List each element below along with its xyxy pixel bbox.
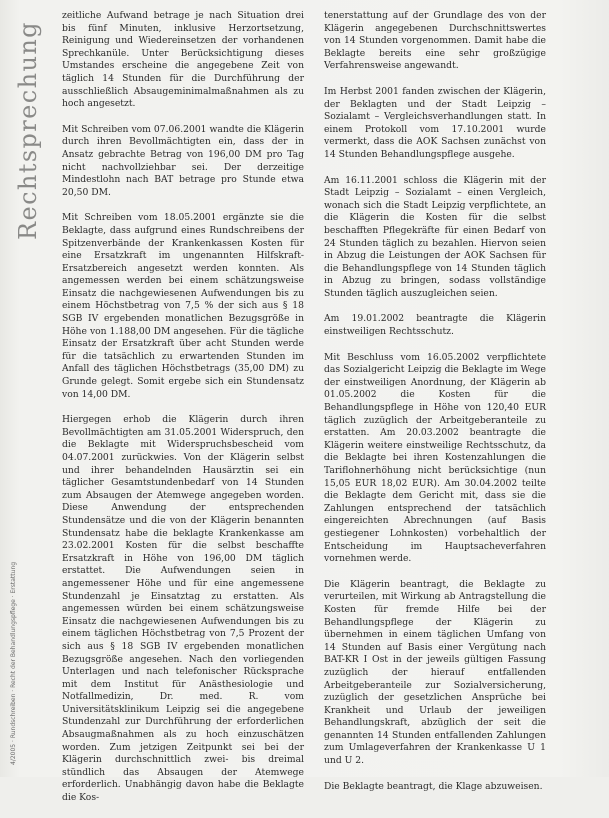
page-edge-shadow [559, 0, 609, 777]
right-paragraph-7: Die Beklagte beantragt, die Klage abzuweisen. [324, 780, 543, 792]
right-paragraph-4: Am 19.01.2002 beantragte die Klägerin einstweiligen Rechtsschutz. [324, 313, 546, 338]
right-paragraph-6: Die Klägerin beantragt, die Beklagte zu verurteilen, mit Wirkung ab Antragstellung die Kosten für fremde Hilfe bei der Behandlungspflege der Klägerin zu übernehmen in einem täglichen Umfang von 14 Stunden auf Basis einer Vergütung nach BAT-KR I Ost in der jeweils gültigen Fassung zuzüglich der hierauf entfallenden Arbeitgeberanteile zur Sozialversicherung, zuzüglich der gesetzlichen Ansprüche bei Krankheit und Urlaub der jeweiligen Behandlungskraft, abzüglich der seit die genannten 14 Stunden entfallenden Zahlungen zum Umlageverfahren der Krankenkasse U 1 und U 2. [324, 578, 546, 767]
right-paragraph-2: Im Herbst 2001 fanden zwischen der Klägerin, der Beklagten und der Stadt Leipzig – Sozialamt – Vergleichsverhandlungen statt. In einem Protokoll vom 17.10.2001 wurde vermerkt, dass die AOK Sachsen zunächst von 14 Stunden Behandlungspflege ausgehe. [324, 85, 546, 160]
left-paragraph-4: Hiergegen erhob die Klägerin durch ihren Bevollmächtigten am 31.05.2001 Widerspruch, den die Beklagte mit Widerspruchsbescheid vom 04.07.2001 zurückwies. Von der Klägerin selbst und ihrer behandelnden Hausärztin sei ein täglicher Gesamtstundenbedarf von 14 Stunden zum Absaugen der Atemwege angegeben worden. Diese Anwendung der entsprechenden Stundensätze und die von der Klägerin benannten Stundensatz habe die beklagte Krankenkasse am 23.02.2001 Kosten für die selbst beschaffte Ersatzkraft in Höhe von 196,00 DM täglich erstattet. Die Aufwendungen seien in angemessener Höhe und für eine angemessene Stundenzahl je Einsatztag zu erstatten. Als angemessen würden bei einem schätzungsweise Einsatz die nachgewiesenen Aufwendungen bis zu einem täglichen Höchstbetrag von 7,5 Prozent der sich aus § 18 SGB IV ergebenden monatlichen Bezugsgröße angesehen. Nach den vorliegenden Unterlagen und nach telefonischer Rücksprache mit dem Institut für Anästhesiologie und Notfallmedizin, Dr. med. R. vom Universitätsklinikum Leipzig sei die angegebene Stundenzahl zur Durchführung der erforderlichen Absaugmaßnahmen als zu hoch einzuschätzen worden. Zum jetzigen Zeitpunkt sei bei der Klägerin durchschnittlich zwei- bis dreimal stündlich das Absaugen der Atemwege erforderlich. Unabhängig davon habe die Beklagte die Kos- [62, 414, 304, 804]
right-paragraph-3: Am 16.11.2001 schloss die Klägerin mit der Stadt Leipzig – Sozialamt – einen Vergleich, wonach sich die Stadt Leipzig verpflichtete, an die Klägerin die Kosten für die selbst beschafften Pflegekräfte für einen Bedarf von 24 Stunden täglich zu bezahlen. Hiervon seien in Abzug die Leistungen der AOK Sachsen für die Behandlungspflege von 14 Stunden täglich in Abzug zu bringen, sodass vollständige Stunden täglich auszugleichen seien. [324, 174, 546, 299]
left-paragraph-1: zeitliche Aufwand betrage je nach Situation drei bis fünf Minuten, inklusive Herzortsetzung, Reinigung und Wiedereinsetzen der vorhandenen Sprechkanüle. Unter Berücksichtigung dieses Umstandes erscheine die angegebene Zeit von täglich 14 Stunden für die Durchführung der ausschließlich Absaugeminimalmaßnahmen als zu hoch angesetzt. [62, 10, 304, 110]
left-paragraph-3: Mit Schreiben vom 18.05.2001 ergänzte sie die Beklagte, dass aufgrund eines Rundschreibens der Spitzenverbände der Krankenkassen Kosten für eine Ersatzkraft im ungenannten Hilfskraft-Ersatzbereich angesetzt werden konnten. Als angemessen werden bei einem schätzungsweise Einsatz die nachgewiesenen Aufwendungen bis zu einem Höchstbetrag von 7,5 % der sich aus § 18 SGB IV ergebenden monatlichen Bezugsgröße in Höhe von 1.188,00 DM angesehen. Für die tägliche Einsatz der Ersatzkraft über acht Stunden werde für die tatsächlich zu erwartenden Stunden im Anfall des täglichen Höchstbetrags (35,00 DM) zu Grunde gelegt. Somit ergebe sich ein Stundensatz von 14,00 DM. [62, 212, 304, 400]
right-paragraph-1: tenerstattung auf der Grundlage des von der Klägerin angegebenen Durchschnittswertes von 14 Stunden vorgenommen. Damit habe die Beklagte bereits eine sehr großzügige Verfahrensweise angewandt. [324, 10, 546, 72]
right-paragraph-5: Mit Beschluss vom 16.05.2002 verpflichtete das Sozialgericht Leipzig die Beklagte im Wege der einstweiligen Anordnung, der Klägerin ab 01.05.2002 die Kosten für die Behandlungspflege in Höhe von 120,40 EUR täglich zuzüglich der Arbeitgeberanteile zu erstatten. Am 20.03.2002 beantragte die Klägerin weitere einstweilige Rechtsschutz, da die Beklagte bei ihren Kostenzahlungen die Tariflohnerhöhung nicht berücksichtige (nun 15,05 EUR 18,02 EUR). Am 30.04.2002 teilte die Beklagte dem Gericht mit, dass sie die Zahlungen entsprechend der tatsächlich eingereichten Abrechnungen (auf Basis gestiegener Lohnkosten) vorbehaltlich der Entscheidung im Hauptsacheverfahren vornehmen werde. [324, 351, 546, 565]
section-title: Rechtsprechung [14, 21, 42, 240]
left-paragraph-2: Mit Schreiben vom 07.06.2001 wandte die Klägerin durch ihren Bevollmächtigten ein, dass der in Ansatz gebrachte Betrag von 196,00 DM pro Tag nicht nachvollziehbar sei. Der derzeitige Mindestlohn nach BAT betrage pro Stunde etwa 20,50 DM. [62, 123, 304, 198]
right-column [324, 10, 546, 806]
left-column [62, 10, 304, 818]
page-margin [0, 0, 62, 777]
footer-meta: 4/2005 · Rundschreiben · Recht der Behandlungspflege · Erstattung [10, 561, 17, 765]
